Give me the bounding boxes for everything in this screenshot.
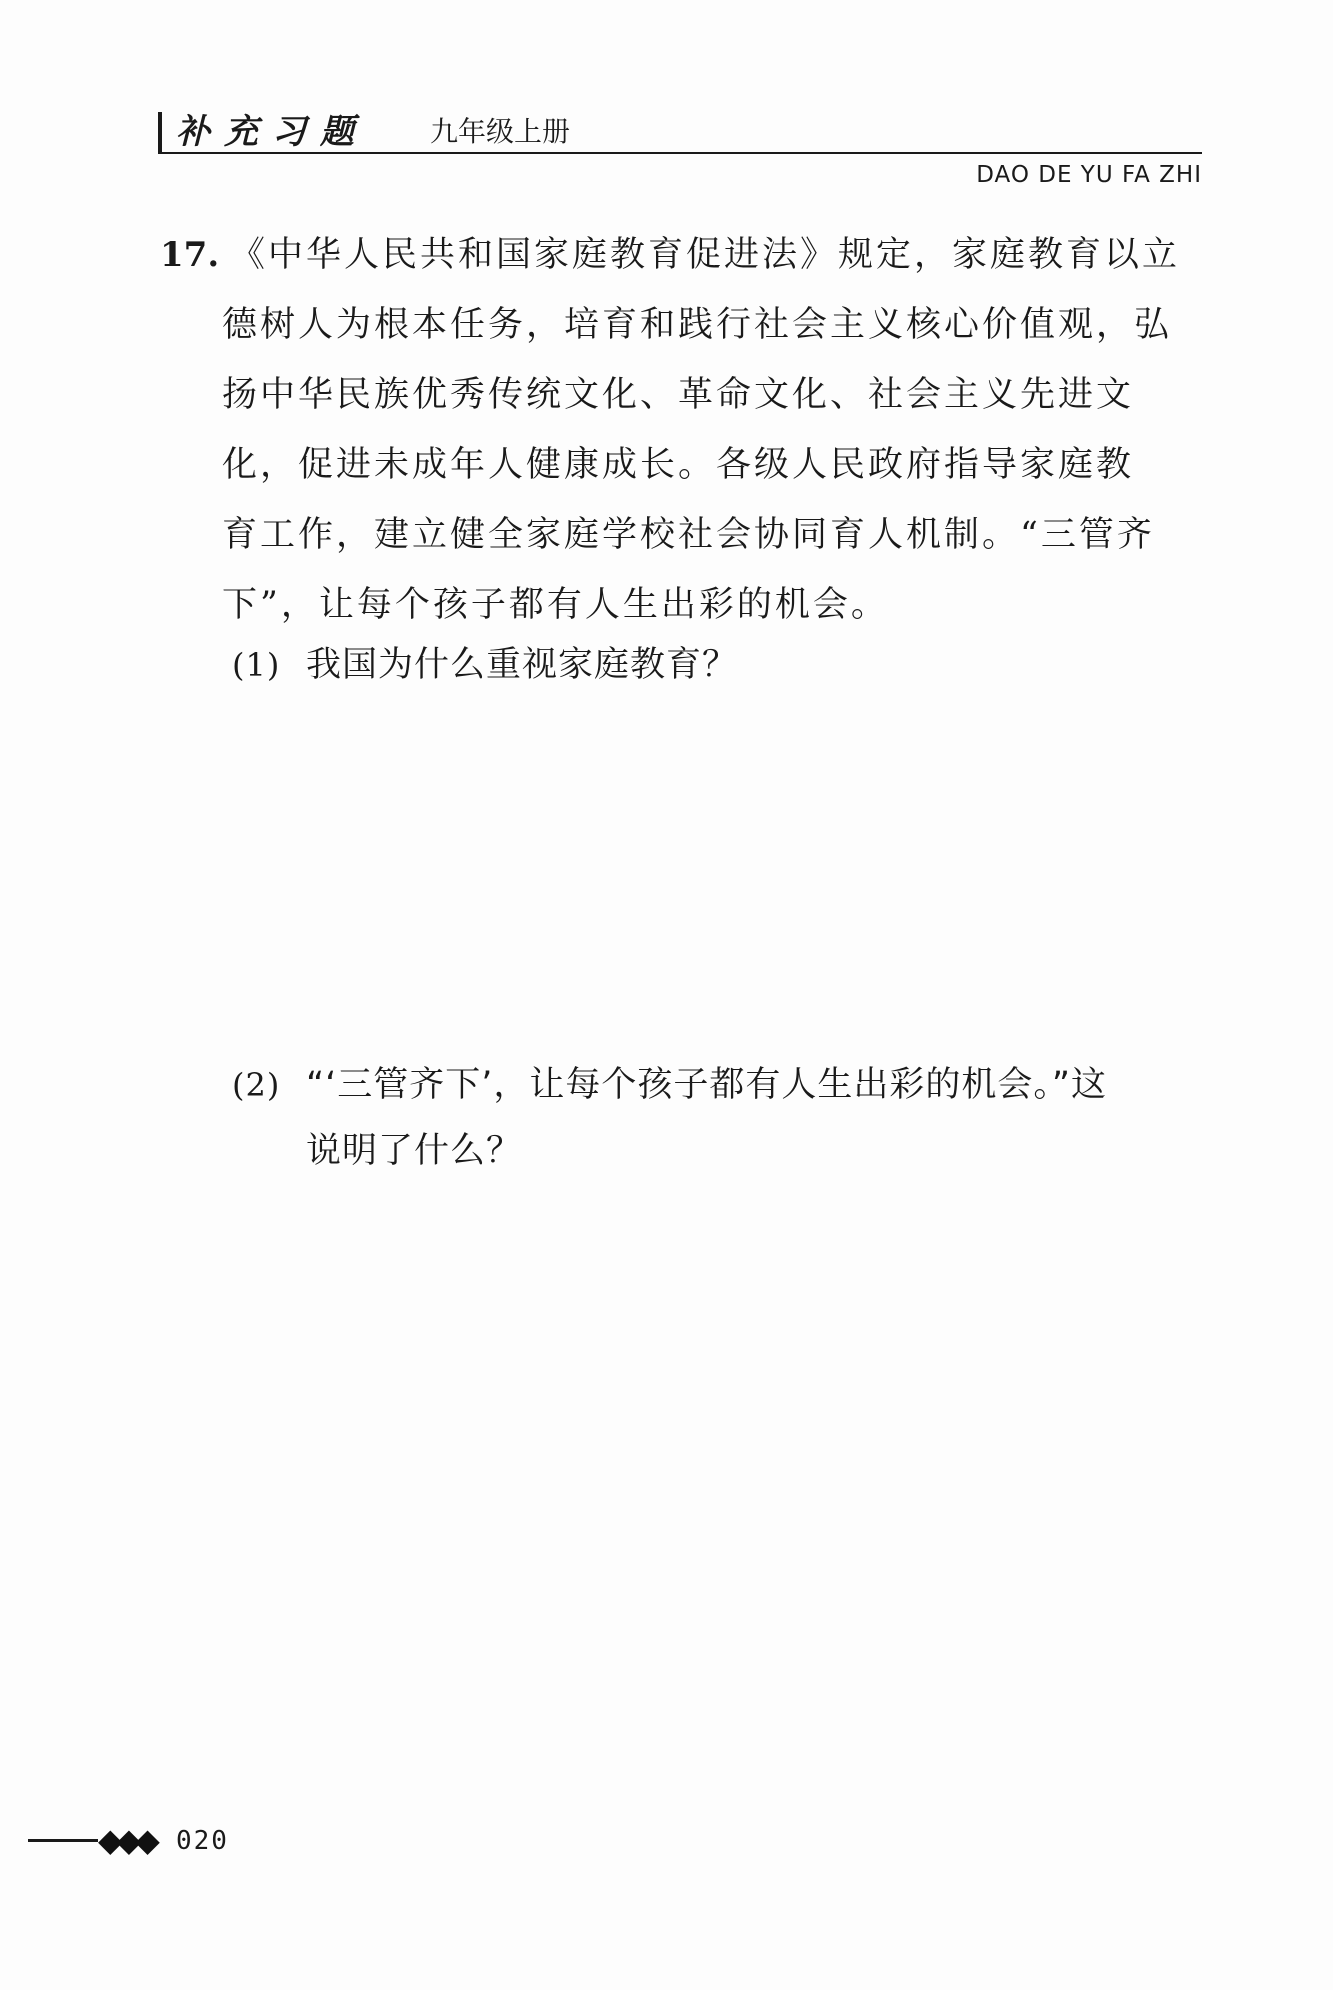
sub-question-label: (2) [232,1066,281,1104]
sub-question-text: 我国为什么重视家庭教育？ [306,645,739,685]
question-line: 育工作，建立健全家庭学校社会协同育人机制。“三管齐 [222,515,1155,555]
sub-question-continuation: 说明了什么？ [306,1131,523,1171]
question-line: 下”，让每个孩子都有人生出彩的机会。 [222,585,889,625]
sub-question-text: “‘三管齐下’，让每个孩子都有人生出彩的机会。”这 [306,1065,1108,1105]
sub-question-label: (1) [232,646,281,684]
header-vertical-bar [158,112,162,154]
question-line: 德树人为根本任务，培育和践行社会主义核心价值观，弘 [222,305,1173,345]
question-line: 化，促进未成年人健康成长。各级人民政府指导家庭教 [222,445,1135,485]
subject-pinyin: DAO DE YU FA ZHI [976,162,1202,188]
question-body [222,220,1202,640]
footer-rule [28,1839,98,1842]
question-line: 扬中华民族优秀传统文化、革命文化、社会主义先进文 [222,375,1135,415]
question-line: 《中华人民共和国家庭教育促进法》规定，家庭教育以立 [230,235,1181,275]
book-title: 九年级上册 [430,115,571,148]
question-number: 17. [160,235,220,275]
diamond-ornament-icon: ◆◆◆ [98,1821,154,1859]
header-rule [158,152,1202,154]
sub-question-1 [232,632,1202,698]
page-footer [28,1820,328,1860]
sub-question-2 [232,1052,1202,1184]
series-title: 补充习题 [176,112,368,152]
page-header [158,112,1202,188]
page-number: 020 [176,1826,229,1856]
